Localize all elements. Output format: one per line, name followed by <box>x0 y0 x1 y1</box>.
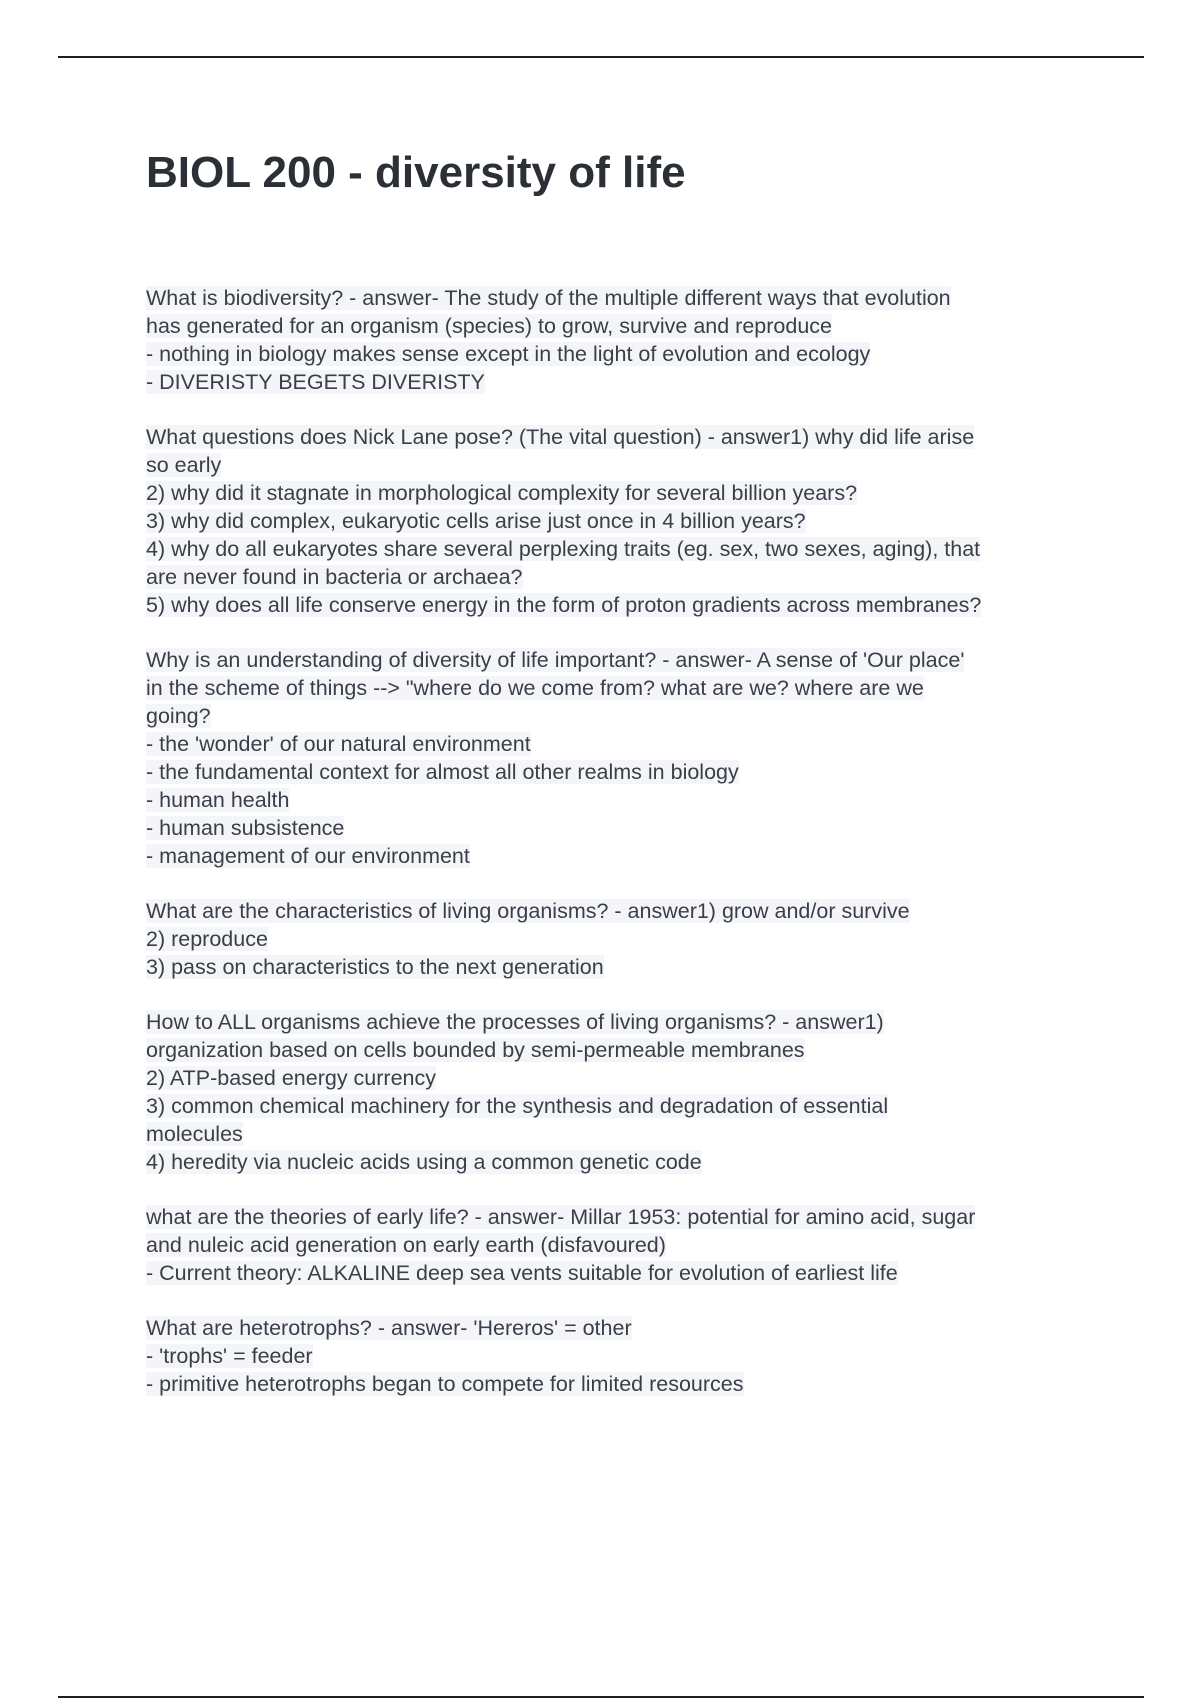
qa-line-text: 3) why did complex, eukaryotic cells arise just once in 4 billion years? <box>146 509 806 533</box>
qa-answer-line <box>146 563 1096 591</box>
qa-question-line <box>146 1008 1096 1036</box>
qa-card <box>146 1314 1096 1398</box>
qa-card <box>146 1008 1096 1176</box>
qa-line-text: in the scheme of things --> "where do we come from? what are we? where are we <box>146 676 924 700</box>
qa-answer-line <box>146 814 1096 842</box>
qa-answer-line <box>146 953 1096 981</box>
qa-answer-line <box>146 451 1096 479</box>
qa-line-text: What are heterotrophs? - answer- 'Hereros' = other <box>146 1316 632 1340</box>
qa-answer-line <box>146 479 1096 507</box>
qa-line-text: what are the theories of early life? - answer- Millar 1953: potential for amino acid, sugar <box>146 1205 976 1229</box>
qa-answer-line <box>146 842 1096 870</box>
qa-line-text: so early <box>146 453 222 477</box>
qa-line-text: 4) heredity via nucleic acids using a common genetic code <box>146 1150 702 1174</box>
qa-answer-line <box>146 591 1096 619</box>
qa-question-line <box>146 1314 1096 1342</box>
qa-line-text: 2) why did it stagnate in morphological complexity for several billion years? <box>146 481 858 505</box>
qa-line-text: 3) common chemical machinery for the synthesis and degradation of essential <box>146 1094 889 1118</box>
qa-answer-line <box>146 1259 1096 1287</box>
bottom-rule <box>58 1696 1144 1698</box>
qa-card <box>146 897 1096 981</box>
qa-line-text: - primitive heterotrophs began to compete for limited resources <box>146 1372 744 1396</box>
qa-question-line <box>146 284 1096 312</box>
qa-line-text: What is biodiversity? - answer- The study of the multiple different ways that evolution <box>146 286 951 310</box>
qa-line-text: What questions does Nick Lane pose? (The vital question) - answer1) why did life arise <box>146 425 975 449</box>
qa-card <box>146 1203 1096 1287</box>
qa-card <box>146 646 1096 870</box>
qa-answer-line <box>146 1036 1096 1064</box>
qa-answer-line <box>146 702 1096 730</box>
qa-line-text: - nothing in biology makes sense except in the light of evolution and ecology <box>146 342 871 366</box>
qa-answer-line <box>146 674 1096 702</box>
qa-answer-line <box>146 925 1096 953</box>
qa-answer-line <box>146 340 1096 368</box>
page-title: BIOL 200 - diversity of life <box>146 148 686 197</box>
qa-answer-line <box>146 1370 1096 1398</box>
qa-answer-line <box>146 730 1096 758</box>
qa-line-text: 4) why do all eukaryotes share several perplexing traits (eg. sex, two sexes, aging), that <box>146 537 981 561</box>
qa-line-text: Why is an understanding of diversity of life important? - answer- A sense of 'Our place' <box>146 648 965 672</box>
qa-line-text: 5) why does all life conserve energy in the form of proton gradients across membranes? <box>146 593 982 617</box>
qa-line-text: has generated for an organism (species) to grow, survive and reproduce <box>146 314 832 338</box>
qa-answer-line <box>146 1342 1096 1370</box>
qa-answer-line <box>146 758 1096 786</box>
qa-question-line <box>146 423 1096 451</box>
top-rule <box>58 56 1144 58</box>
qa-answer-line <box>146 1148 1096 1176</box>
qa-line-text: - DIVERISTY BEGETS DIVERISTY <box>146 370 485 394</box>
qa-line-text: How to ALL organisms achieve the processes of living organisms? - answer1) <box>146 1010 884 1034</box>
qa-answer-line <box>146 1231 1096 1259</box>
qa-line-text: - management of our environment <box>146 844 470 868</box>
qa-line-text: 2) reproduce <box>146 927 268 951</box>
qa-line-text: What are the characteristics of living organisms? - answer1) grow and/or survive <box>146 899 910 923</box>
qa-line-text: are never found in bacteria or archaea? <box>146 565 523 589</box>
qa-answer-line <box>146 312 1096 340</box>
qa-line-text: organization based on cells bounded by semi-permeable membranes <box>146 1038 805 1062</box>
qa-question-line <box>146 897 1096 925</box>
qa-line-text: going? <box>146 704 211 728</box>
qa-answer-line <box>146 786 1096 814</box>
qa-answer-line <box>146 1092 1096 1120</box>
qa-line-text: molecules <box>146 1122 243 1146</box>
qa-line-text: - 'trophs' = feeder <box>146 1344 313 1368</box>
qa-answer-line <box>146 1120 1096 1148</box>
qa-line-text: - the fundamental context for almost all other realms in biology <box>146 760 739 784</box>
qa-answer-line <box>146 507 1096 535</box>
qa-line-text: 3) pass on characteristics to the next generation <box>146 955 604 979</box>
qa-line-text: - human subsistence <box>146 816 345 840</box>
qa-line-text: - human health <box>146 788 290 812</box>
qa-question-line <box>146 646 1096 674</box>
qa-line-text: 2) ATP-based energy currency <box>146 1066 436 1090</box>
qa-answer-line <box>146 535 1096 563</box>
qa-question-line <box>146 1203 1096 1231</box>
flashcard-list <box>146 284 1096 1425</box>
qa-answer-line <box>146 368 1096 396</box>
qa-line-text: - Current theory: ALKALINE deep sea vents suitable for evolution of earliest life <box>146 1261 898 1285</box>
qa-answer-line <box>146 1064 1096 1092</box>
qa-line-text: - the 'wonder' of our natural environment <box>146 732 531 756</box>
qa-card <box>146 423 1096 619</box>
qa-card <box>146 284 1096 396</box>
qa-line-text: and nuleic acid generation on early earth (disfavoured) <box>146 1233 666 1257</box>
